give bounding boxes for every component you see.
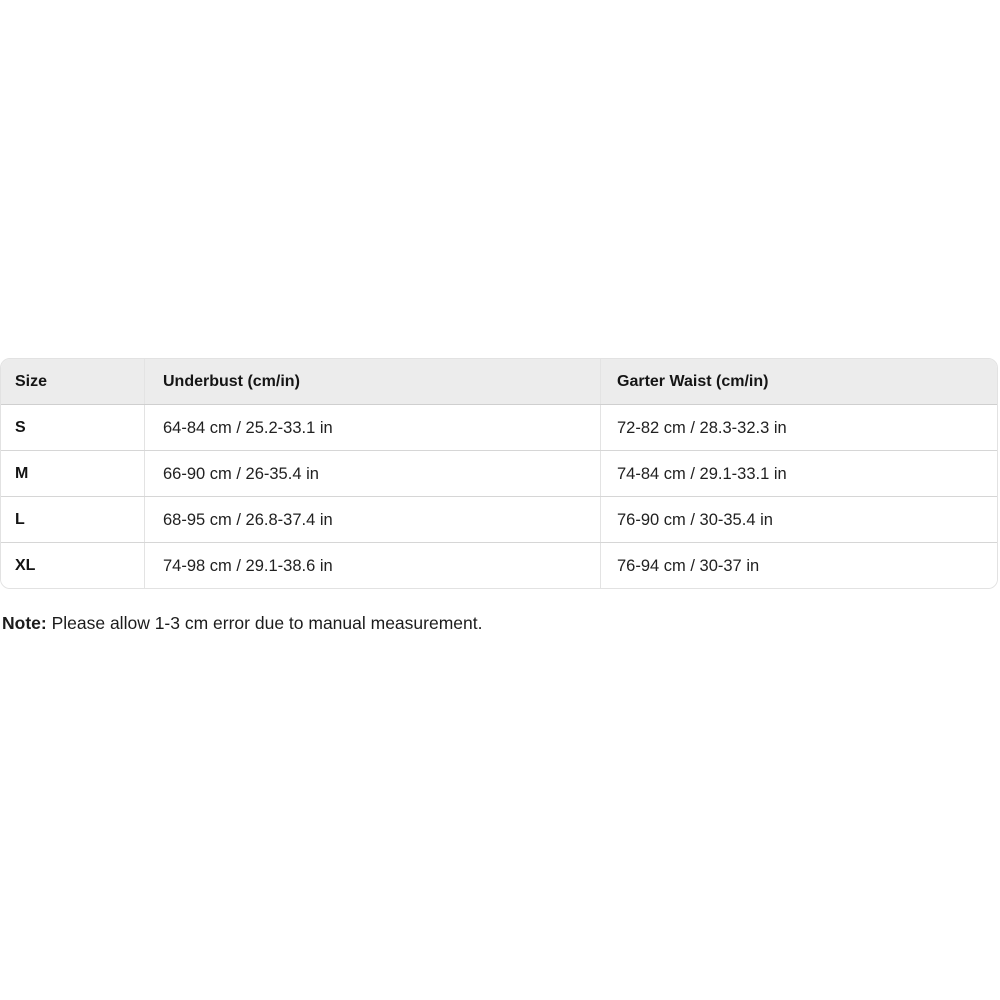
cell-garter-waist: 74-84 cm / 29.1-33.1 in — [601, 451, 998, 497]
note-label: Note: — [2, 613, 47, 633]
cell-underbust: 64-84 cm / 25.2-33.1 in — [145, 405, 601, 451]
measurement-note — [2, 610, 482, 636]
note-text: Please allow 1-3 cm error due to manual measurement. — [46, 613, 483, 633]
table-row-s — [1, 405, 997, 451]
cell-size: S — [1, 405, 145, 451]
size-chart-grid — [1, 359, 997, 588]
table-row-m — [1, 451, 997, 497]
cell-size: L — [1, 497, 145, 543]
cell-garter-waist: 76-90 cm / 30-35.4 in — [601, 497, 998, 543]
cell-garter-waist: 72-82 cm / 28.3-32.3 in — [601, 405, 998, 451]
header-cell-garter-waist: Garter Waist (cm/in) — [601, 359, 998, 405]
table-row-xl — [1, 543, 997, 589]
table-header-row — [1, 359, 997, 405]
header-cell-underbust: Underbust (cm/in) — [145, 359, 601, 405]
table-row-l — [1, 497, 997, 543]
cell-underbust: 66-90 cm / 26-35.4 in — [145, 451, 601, 497]
header-cell-size: Size — [1, 359, 145, 405]
cell-underbust: 68-95 cm / 26.8-37.4 in — [145, 497, 601, 543]
size-chart-table — [0, 358, 998, 589]
cell-garter-waist: 76-94 cm / 30-37 in — [601, 543, 998, 589]
cell-size: XL — [1, 543, 145, 589]
cell-size: M — [1, 451, 145, 497]
cell-underbust: 74-98 cm / 29.1-38.6 in — [145, 543, 601, 589]
